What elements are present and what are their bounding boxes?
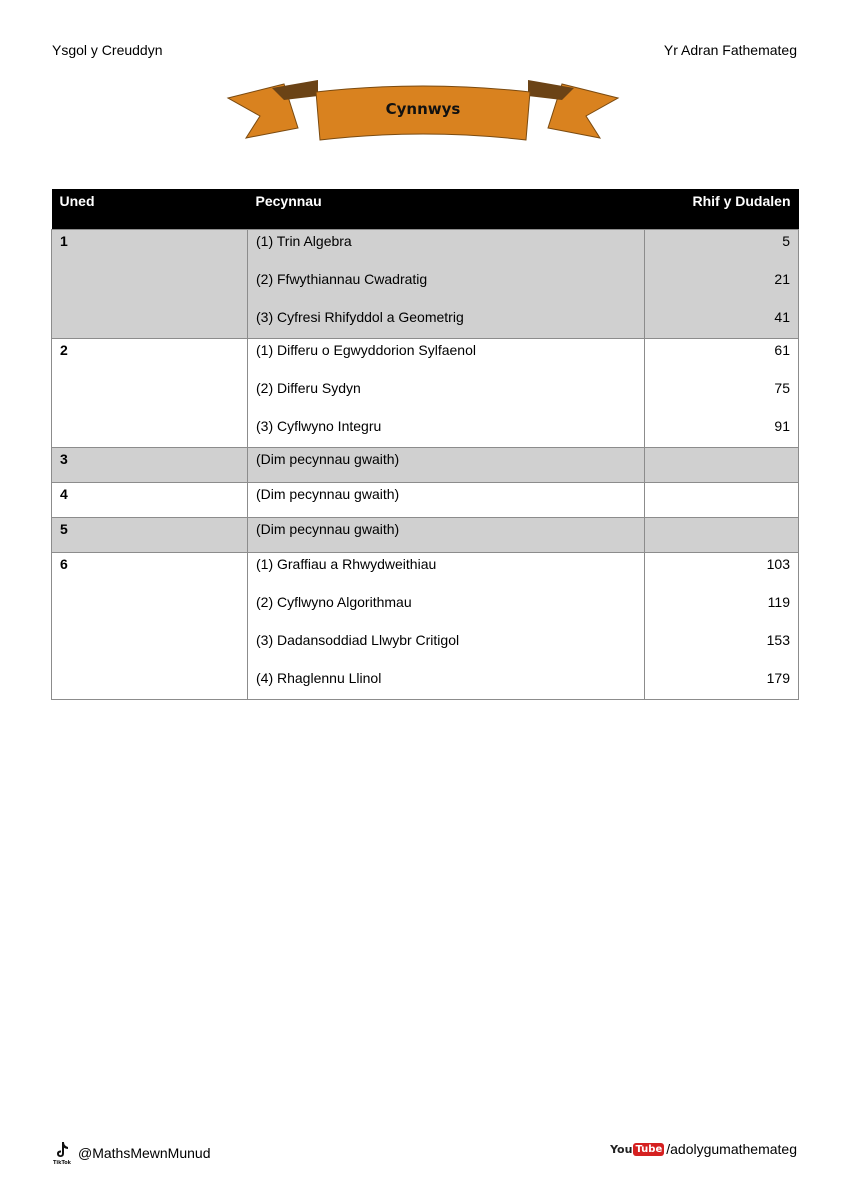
pack-title: (Dim pecynnau gwaith) [256,521,400,537]
column-header-unit: Uned [52,189,248,230]
page-number [653,486,790,517]
pack-title: (2) Cyflwyno Algorithmau [256,594,412,610]
table-row [52,230,799,339]
unit-number: 3 [52,448,248,483]
header-department: Yr Adran Fathemateg [663,42,797,58]
page-number [653,521,790,552]
page-list [645,230,799,339]
pack-list [248,339,645,448]
pack-title: (3) Cyfresi Rhifyddol a Geometrig [256,309,464,325]
page-title: Cynnwys [385,100,461,118]
pack-title: (2) Differu Sydyn [256,380,361,396]
pack-title: (4) Rhaglennu Llinol [256,670,382,686]
table-row [52,483,799,518]
unit-number: 6 [52,553,248,700]
youtube-tube: Tube [635,1143,663,1155]
page-number: 119 [767,594,790,610]
tiktok-handle: @MathsMewnMunud [78,1145,211,1161]
pack-list [248,553,645,700]
tiktok-label: TikTok [53,1160,71,1165]
page-number [653,451,790,482]
pack-title: (Dim pecynnau gwaith) [256,486,400,502]
pack-list [248,483,645,518]
pack-title: (1) Differu o Egwyddorion Sylfaenol [256,342,476,358]
page-number: 179 [766,670,790,686]
pack-title: (3) Dadansoddiad Llwybr Critigol [256,632,460,648]
youtube-channel: /adolygumathemateg [666,1141,797,1157]
youtube-you: You [610,1142,633,1156]
unit-number: 5 [52,518,248,553]
table-header-row [52,189,799,230]
contents-table [51,189,799,700]
pack-title: (2) Ffwythiannau Cwadratig [256,271,428,287]
table-row [52,448,799,483]
column-header-page: Rhif y Dudalen [645,189,799,230]
page-number: 75 [774,380,790,396]
page-number: 61 [774,342,790,358]
pack-title: (Dim pecynnau gwaith) [256,451,400,467]
pack-list [248,518,645,553]
page-number: 21 [774,271,790,287]
page-number: 103 [766,556,790,572]
page-number: 41 [774,309,790,325]
page-list [645,448,799,483]
pack-title: (3) Cyflwyno Integru [256,418,382,434]
page-number: 5 [782,233,790,249]
pack-title: (1) Graffiau a Rhwydweithiau [256,556,437,572]
page-list [645,483,799,518]
table-row [52,518,799,553]
page-number: 153 [766,632,790,648]
pack-title: (1) Trin Algebra [256,233,352,249]
page-list [645,553,799,700]
title-banner [222,78,624,146]
table-row [52,553,799,700]
footer-youtube [610,1141,797,1157]
header-school: Ysgol y Creuddyn [52,42,163,58]
tiktok-icon [52,1141,72,1165]
unit-number: 1 [52,230,248,339]
footer-tiktok [52,1141,211,1165]
pack-list [248,448,645,483]
page-list [645,518,799,553]
unit-number: 4 [52,483,248,518]
column-header-packs: Pecynnau [248,189,645,230]
unit-number: 2 [52,339,248,448]
page-number: 91 [774,418,790,434]
table-row [52,339,799,448]
youtube-icon [610,1143,664,1156]
page-list [645,339,799,448]
pack-list [248,230,645,339]
